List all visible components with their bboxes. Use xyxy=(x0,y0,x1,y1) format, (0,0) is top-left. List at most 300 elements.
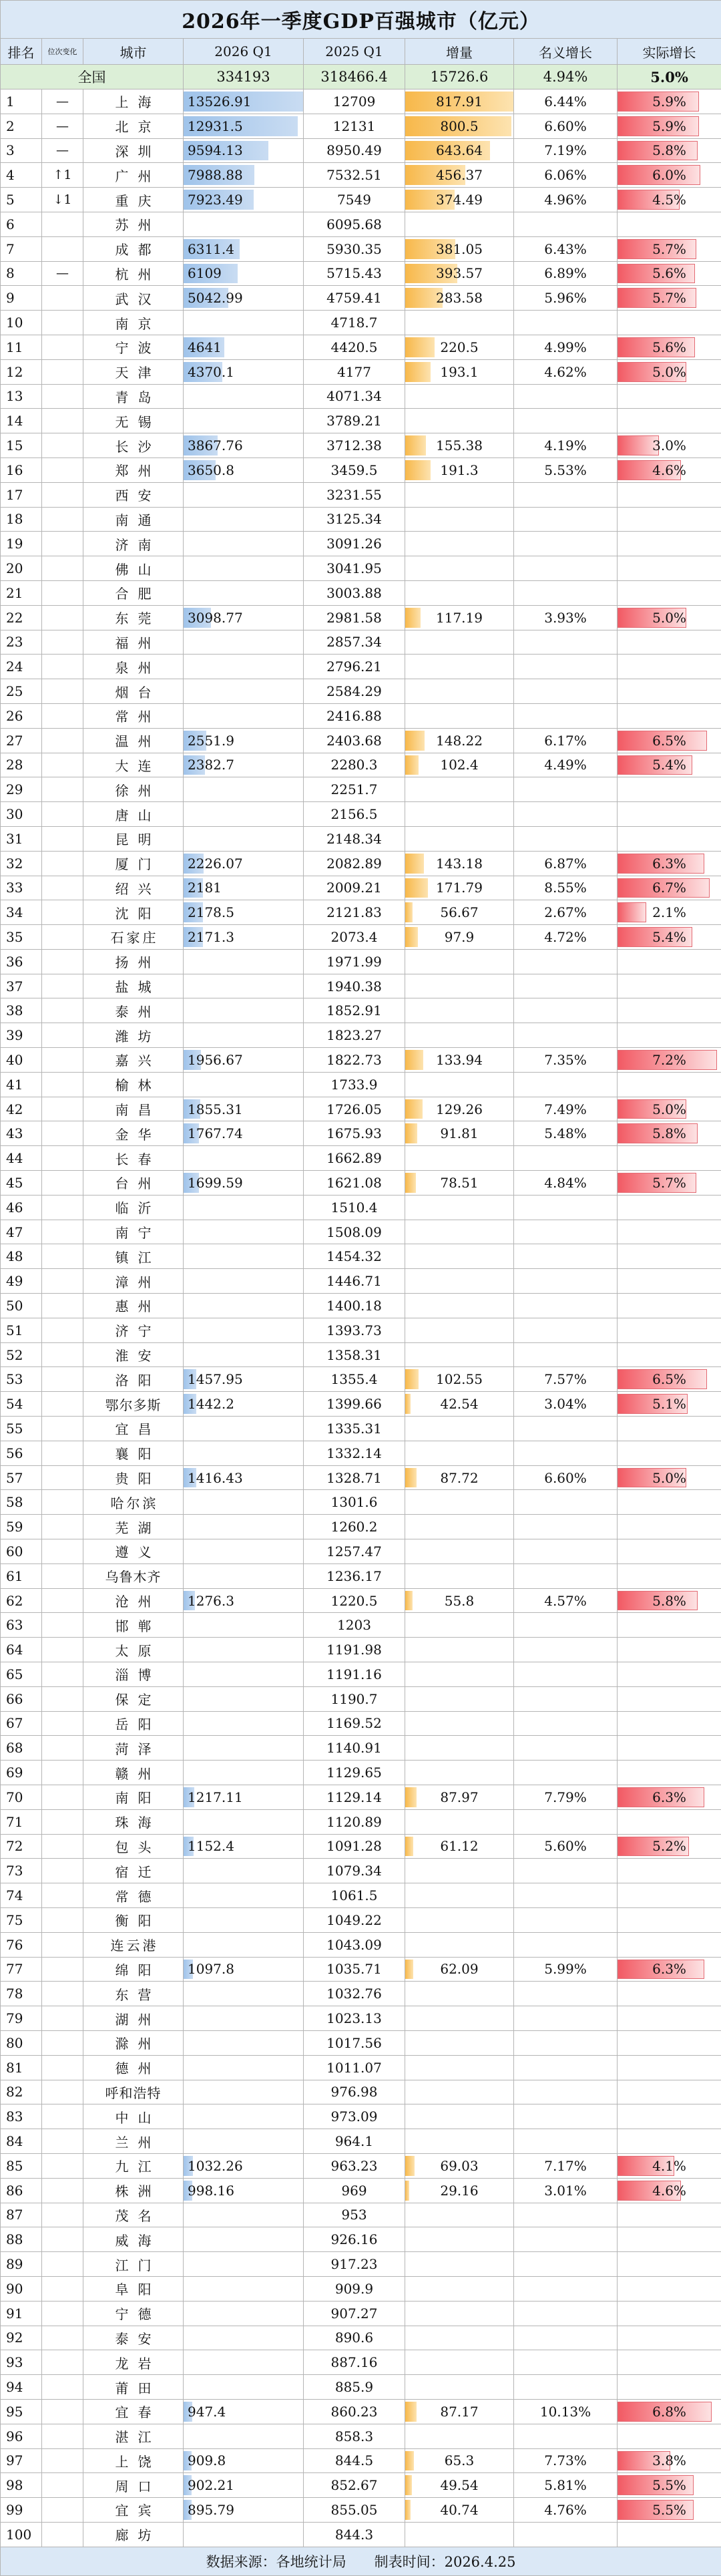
nominal-growth-cell xyxy=(514,703,618,728)
q1-2025-cell: 3091.26 xyxy=(304,532,405,556)
q1-2026-cell xyxy=(184,2375,304,2400)
q1-2026-value xyxy=(184,2256,188,2272)
header-city: 城市 xyxy=(83,39,184,65)
rank-change-cell: ↑1 xyxy=(42,163,83,188)
city-cell: 上海 xyxy=(83,89,184,114)
nominal-growth-cell: 3.01% xyxy=(514,2178,618,2203)
q1-2026-cell xyxy=(184,1662,304,1687)
city-cell: 济南 xyxy=(83,532,184,556)
increase-value: 87.72 xyxy=(405,1470,513,1486)
q1-2026-cell xyxy=(184,2399,304,2424)
rank-change-cell xyxy=(42,1342,83,1367)
nominal-growth-cell: 5.53% xyxy=(514,457,618,482)
nominal-growth-cell xyxy=(514,998,618,1023)
real-growth-cell xyxy=(618,679,721,704)
nominal-growth-cell xyxy=(514,826,618,851)
increase-cell xyxy=(405,1121,514,1146)
q1-2026-cell xyxy=(184,2104,304,2129)
rank-change-cell xyxy=(42,2498,83,2523)
rank-change-cell xyxy=(42,2030,83,2055)
q1-2026-value xyxy=(184,1224,188,1240)
table-row xyxy=(1,556,721,581)
q1-2025-cell: 2156.5 xyxy=(304,802,405,827)
increase-cell xyxy=(405,1539,514,1564)
nominal-growth-cell: 6.17% xyxy=(514,728,618,753)
table-row xyxy=(1,409,721,433)
rank-cell: 23 xyxy=(1,630,42,655)
city-cell: 成都 xyxy=(83,236,184,261)
q1-2026-cell xyxy=(184,2498,304,2523)
q1-2025-cell: 1400.18 xyxy=(304,1294,405,1318)
nominal-growth-cell xyxy=(514,212,618,236)
city-cell: 湛江 xyxy=(83,2424,184,2448)
q1-2026-cell xyxy=(184,949,304,974)
city-cell: 阜阳 xyxy=(83,2276,184,2301)
rank-cell: 78 xyxy=(1,1982,42,2006)
rank-change-cell xyxy=(42,1048,83,1073)
q1-2026-cell xyxy=(184,728,304,753)
rank-cell: 12 xyxy=(1,359,42,384)
q1-2026-cell xyxy=(184,876,304,900)
q1-2025-cell: 1203 xyxy=(304,1613,405,1638)
increase-cell xyxy=(405,876,514,900)
rank-change-cell: — xyxy=(42,89,83,114)
nominal-growth-cell: 4.19% xyxy=(514,433,618,458)
q1-2026-value: 3650.8 xyxy=(184,462,234,478)
increase-value: 102.55 xyxy=(405,1371,513,1387)
rank-change-cell: — xyxy=(42,261,83,286)
q1-2026-cell xyxy=(184,1932,304,1957)
q1-2026-value xyxy=(184,2010,188,2026)
q1-2026-cell xyxy=(184,1392,304,1417)
q1-2026-value xyxy=(184,2108,188,2125)
increase-value: 171.79 xyxy=(405,880,513,896)
q1-2026-cell xyxy=(184,1097,304,1121)
nominal-growth-cell xyxy=(514,1318,618,1342)
increase-cell xyxy=(405,482,514,507)
rank-cell: 14 xyxy=(1,409,42,433)
real-growth-cell xyxy=(618,1686,721,1711)
real-growth-cell xyxy=(618,2326,721,2350)
rank-cell: 65 xyxy=(1,1662,42,1687)
increase-cell xyxy=(405,1883,514,1908)
real-growth-cell xyxy=(618,949,721,974)
rank-change-cell xyxy=(42,2227,83,2252)
q1-2026-cell xyxy=(184,457,304,482)
real-growth-cell xyxy=(618,2375,721,2400)
q1-2025-cell: 1621.08 xyxy=(304,1171,405,1195)
q1-2026-value xyxy=(184,1814,188,1830)
table-row xyxy=(1,1367,721,1392)
table-row xyxy=(1,457,721,482)
national-nominal: 4.94% xyxy=(514,65,618,89)
rank-cell: 51 xyxy=(1,1318,42,1342)
table-row xyxy=(1,1613,721,1638)
q1-2026-cell xyxy=(184,1195,304,1220)
increase-cell xyxy=(405,2129,514,2154)
q1-2026-cell xyxy=(184,1883,304,1908)
q1-2026-value: 1276.3 xyxy=(184,1593,234,1609)
increase-cell xyxy=(405,2375,514,2400)
increase-cell xyxy=(405,1761,514,1785)
rank-cell: 21 xyxy=(1,580,42,605)
increase-value: 40.74 xyxy=(405,2502,513,2518)
q1-2026-cell xyxy=(184,900,304,925)
rank-cell: 54 xyxy=(1,1392,42,1417)
nominal-growth-cell: 5.96% xyxy=(514,286,618,311)
real-growth-cell xyxy=(618,655,721,679)
table-row xyxy=(1,138,721,163)
real-growth-cell xyxy=(618,974,721,998)
q1-2026-cell xyxy=(184,2424,304,2448)
real-growth-cell xyxy=(618,1244,721,1269)
increase-cell xyxy=(405,1048,514,1073)
q1-2025-cell: 1852.91 xyxy=(304,998,405,1023)
rank-change-cell xyxy=(42,1367,83,1392)
increase-cell xyxy=(405,1490,514,1515)
city-cell: 盐城 xyxy=(83,974,184,998)
nominal-growth-cell xyxy=(514,1563,618,1588)
q1-2026-value xyxy=(184,1200,188,1216)
increase-value: 42.54 xyxy=(405,1396,513,1412)
rank-change-cell xyxy=(42,1539,83,1564)
q1-2026-value xyxy=(184,1494,188,1510)
nominal-growth-cell xyxy=(514,1982,618,2006)
city-cell: 衡阳 xyxy=(83,1907,184,1932)
rank-cell: 40 xyxy=(1,1048,42,1073)
real-growth-cell xyxy=(618,163,721,188)
real-growth-value: 5.0% xyxy=(618,364,721,380)
real-growth-cell xyxy=(618,2301,721,2326)
increase-cell xyxy=(405,1318,514,1342)
table-row xyxy=(1,2129,721,2154)
city-cell: 石家庄 xyxy=(83,925,184,950)
real-growth-cell xyxy=(618,777,721,802)
rank-change-cell xyxy=(42,2399,83,2424)
increase-cell xyxy=(405,974,514,998)
rank-cell: 18 xyxy=(1,507,42,532)
rank-change-cell xyxy=(42,2252,83,2277)
national-real: 5.0% xyxy=(618,65,721,89)
real-growth-value: 5.4% xyxy=(618,757,721,773)
nominal-growth-cell xyxy=(514,2301,618,2326)
q1-2026-value xyxy=(184,683,188,699)
increase-value: 91.81 xyxy=(405,1125,513,1141)
city-cell: 包头 xyxy=(83,1834,184,1859)
rank-change-cell xyxy=(42,2104,83,2129)
real-growth-value: 5.8% xyxy=(618,1125,721,1141)
q1-2026-value: 13526.91 xyxy=(184,94,251,110)
increase-value: 78.51 xyxy=(405,1175,513,1191)
increase-value: 393.57 xyxy=(405,265,513,281)
nominal-growth-cell xyxy=(514,1269,618,1294)
rank-change-cell xyxy=(42,1392,83,1417)
rank-change-cell xyxy=(42,1121,83,1146)
q1-2026-value: 909.8 xyxy=(184,2452,226,2468)
rank-cell: 66 xyxy=(1,1686,42,1711)
rank-change-cell xyxy=(42,2473,83,2498)
real-growth-value: 5.0% xyxy=(618,1101,721,1117)
q1-2026-cell xyxy=(184,2153,304,2178)
q1-2026-cell xyxy=(184,1490,304,1515)
real-growth-cell xyxy=(618,311,721,335)
rank-cell: 83 xyxy=(1,2104,42,2129)
q1-2026-value xyxy=(184,216,188,232)
city-cell: 上饶 xyxy=(83,2448,184,2473)
real-growth-value: 6.8% xyxy=(618,2404,721,2420)
rank-change-cell xyxy=(42,2326,83,2350)
table-row xyxy=(1,359,721,384)
q1-2026-cell xyxy=(184,556,304,581)
increase-cell xyxy=(405,655,514,679)
rank-cell: 92 xyxy=(1,2326,42,2350)
q1-2025-cell: 12131 xyxy=(304,114,405,138)
table-row xyxy=(1,876,721,900)
nominal-growth-cell: 6.60% xyxy=(514,1465,618,1490)
real-growth-cell xyxy=(618,2399,721,2424)
city-cell: 镇江 xyxy=(83,1244,184,1269)
real-growth-cell xyxy=(618,580,721,605)
increase-cell xyxy=(405,286,514,311)
rank-change-cell xyxy=(42,532,83,556)
real-growth-cell xyxy=(618,2522,721,2547)
q1-2025-cell: 858.3 xyxy=(304,2424,405,2448)
q1-2025-cell: 2009.21 xyxy=(304,876,405,900)
real-growth-value: 5.7% xyxy=(618,290,721,306)
real-growth-cell xyxy=(618,630,721,655)
nominal-growth-cell xyxy=(514,1490,618,1515)
q1-2025-cell: 844.3 xyxy=(304,2522,405,2547)
city-cell: 苏州 xyxy=(83,212,184,236)
nominal-growth-cell: 7.35% xyxy=(514,1048,618,1073)
q1-2026-cell xyxy=(184,2055,304,2080)
rank-cell: 46 xyxy=(1,1195,42,1220)
q1-2025-cell: 909.9 xyxy=(304,2276,405,2301)
increase-cell xyxy=(405,311,514,335)
q1-2026-value: 4641 xyxy=(184,339,222,355)
rank-change-cell xyxy=(42,1686,83,1711)
real-growth-cell xyxy=(618,2006,721,2031)
rank-change-cell xyxy=(42,949,83,974)
q1-2026-cell xyxy=(184,1563,304,1588)
q1-2026-value: 2551.9 xyxy=(184,733,234,749)
real-growth-value: 6.5% xyxy=(618,733,721,749)
table-row xyxy=(1,236,721,261)
rank-cell: 9 xyxy=(1,286,42,311)
q1-2026-cell xyxy=(184,1539,304,1564)
city-cell: 深圳 xyxy=(83,138,184,163)
real-growth-cell xyxy=(618,1515,721,1539)
q1-2026-value xyxy=(184,2035,188,2051)
table-row xyxy=(1,1982,721,2006)
rank-cell: 5 xyxy=(1,188,42,212)
q1-2025-cell: 917.23 xyxy=(304,2252,405,2277)
real-growth-cell xyxy=(618,2473,721,2498)
rank-cell: 10 xyxy=(1,311,42,335)
q1-2026-cell xyxy=(184,1220,304,1244)
q1-2025-cell: 2416.88 xyxy=(304,703,405,728)
real-growth-cell xyxy=(618,188,721,212)
increase-cell xyxy=(405,679,514,704)
increase-cell xyxy=(405,2006,514,2031)
q1-2025-cell: 1454.32 xyxy=(304,1244,405,1269)
table-row xyxy=(1,630,721,655)
q1-2026-value: 9594.13 xyxy=(184,142,243,158)
nominal-growth-cell: 6.87% xyxy=(514,851,618,876)
rank-cell: 70 xyxy=(1,1785,42,1809)
q1-2026-cell xyxy=(184,630,304,655)
city-cell: 西安 xyxy=(83,482,184,507)
q1-2025-cell: 4071.34 xyxy=(304,384,405,409)
rank-change-cell xyxy=(42,335,83,359)
city-cell: 临沂 xyxy=(83,1195,184,1220)
rank-change-cell xyxy=(42,2424,83,2448)
real-growth-value: 5.2% xyxy=(618,1838,721,1854)
q1-2025-cell: 1043.09 xyxy=(304,1932,405,1957)
real-growth-cell xyxy=(618,1072,721,1097)
q1-2026-value xyxy=(184,2330,188,2346)
increase-cell xyxy=(405,1171,514,1195)
q1-2026-value xyxy=(184,1445,188,1461)
nominal-growth-cell: 10.13% xyxy=(514,2399,618,2424)
city-cell: 南京 xyxy=(83,311,184,335)
q1-2026-value: 1767.74 xyxy=(184,1125,243,1141)
increase-cell xyxy=(405,1417,514,1441)
city-cell: 莆田 xyxy=(83,2375,184,2400)
q1-2026-value xyxy=(184,1347,188,1363)
table-row xyxy=(1,1859,721,1883)
nominal-growth-cell xyxy=(514,1146,618,1171)
increase-cell xyxy=(405,2153,514,2178)
increase-cell xyxy=(405,457,514,482)
rank-cell: 53 xyxy=(1,1367,42,1392)
rank-change-cell: — xyxy=(42,138,83,163)
nominal-growth-cell xyxy=(514,2227,618,2252)
rank-cell: 47 xyxy=(1,1220,42,1244)
q1-2026-cell xyxy=(184,1711,304,1736)
real-growth-value: 5.1% xyxy=(618,1396,721,1412)
q1-2026-cell xyxy=(184,1048,304,1073)
rank-change-cell xyxy=(42,1907,83,1932)
real-growth-cell xyxy=(618,532,721,556)
rank-cell: 37 xyxy=(1,974,42,998)
increase-cell xyxy=(405,1367,514,1392)
q1-2026-value: 2226.07 xyxy=(184,856,243,872)
rank-cell: 96 xyxy=(1,2424,42,2448)
table-row xyxy=(1,89,721,114)
increase-cell xyxy=(405,507,514,532)
city-cell: 淮安 xyxy=(83,1342,184,1367)
q1-2026-cell xyxy=(184,261,304,286)
real-growth-value: 4.6% xyxy=(618,462,721,478)
nominal-growth-cell xyxy=(514,409,618,433)
q1-2026-value xyxy=(184,1863,188,1879)
rank-cell: 4 xyxy=(1,163,42,188)
city-cell: 合肥 xyxy=(83,580,184,605)
national-increase: 15726.6 xyxy=(405,65,514,89)
city-cell: 温州 xyxy=(83,728,184,753)
rank-cell: 71 xyxy=(1,1809,42,1834)
real-growth-cell xyxy=(618,1736,721,1761)
real-growth-cell xyxy=(618,753,721,777)
q1-2026-cell xyxy=(184,507,304,532)
real-growth-cell xyxy=(618,1834,721,1859)
nominal-growth-cell: 6.60% xyxy=(514,114,618,138)
increase-cell xyxy=(405,2424,514,2448)
rank-change-cell xyxy=(42,1859,83,1883)
city-cell: 湖州 xyxy=(83,2006,184,2031)
increase-cell xyxy=(405,409,514,433)
q1-2025-cell: 6095.68 xyxy=(304,212,405,236)
nominal-growth-cell: 4.62% xyxy=(514,359,618,384)
real-growth-cell xyxy=(618,876,721,900)
rank-change-cell xyxy=(42,2178,83,2203)
increase-cell xyxy=(405,777,514,802)
q1-2026-cell xyxy=(184,2276,304,2301)
rank-cell: 36 xyxy=(1,949,42,974)
city-cell: 岳阳 xyxy=(83,1711,184,1736)
rank-change-cell xyxy=(42,2006,83,2031)
city-cell: 菏泽 xyxy=(83,1736,184,1761)
real-growth-cell xyxy=(618,1392,721,1417)
rank-cell: 55 xyxy=(1,1417,42,1441)
city-cell: 常州 xyxy=(83,703,184,728)
q1-2026-value xyxy=(184,978,188,994)
real-growth-cell xyxy=(618,1809,721,1834)
q1-2026-value xyxy=(184,1298,188,1314)
real-growth-cell xyxy=(618,2080,721,2104)
city-cell: 大连 xyxy=(83,753,184,777)
nominal-growth-cell xyxy=(514,1023,618,1048)
city-cell: 周口 xyxy=(83,2473,184,2498)
q1-2026-cell xyxy=(184,89,304,114)
increase-cell xyxy=(405,1834,514,1859)
real-growth-cell xyxy=(618,1465,721,1490)
increase-cell xyxy=(405,114,514,138)
real-growth-cell xyxy=(618,1563,721,1588)
increase-cell xyxy=(405,1932,514,1957)
table-row xyxy=(1,2080,721,2104)
rank-cell: 94 xyxy=(1,2375,42,2400)
q1-2025-cell: 1822.73 xyxy=(304,1048,405,1073)
q1-2026-cell xyxy=(184,1465,304,1490)
nominal-growth-cell: 4.76% xyxy=(514,2498,618,2523)
table-row xyxy=(1,311,721,335)
rank-cell: 95 xyxy=(1,2399,42,2424)
q1-2026-value xyxy=(184,2281,188,2297)
q1-2025-cell: 1140.91 xyxy=(304,1736,405,1761)
q1-2026-cell xyxy=(184,532,304,556)
real-growth-cell xyxy=(618,2252,721,2277)
rank-change-cell xyxy=(42,1294,83,1318)
rank-change-cell xyxy=(42,1883,83,1908)
rank-change-cell xyxy=(42,1613,83,1638)
increase-cell xyxy=(405,433,514,458)
nominal-growth-cell xyxy=(514,507,618,532)
q1-2025-cell: 2073.4 xyxy=(304,925,405,950)
increase-cell xyxy=(405,2178,514,2203)
q1-2026-cell xyxy=(184,1588,304,1613)
rank-cell: 44 xyxy=(1,1146,42,1171)
header-change: 位次变化 xyxy=(42,39,83,65)
q1-2025-cell: 2121.83 xyxy=(304,900,405,925)
real-growth-cell xyxy=(618,1318,721,1342)
q1-2025-cell: 4759.41 xyxy=(304,286,405,311)
q1-2025-cell: 1191.98 xyxy=(304,1638,405,1662)
real-growth-cell xyxy=(618,1982,721,2006)
table-row xyxy=(1,532,721,556)
nominal-growth-cell: 5.81% xyxy=(514,2473,618,2498)
